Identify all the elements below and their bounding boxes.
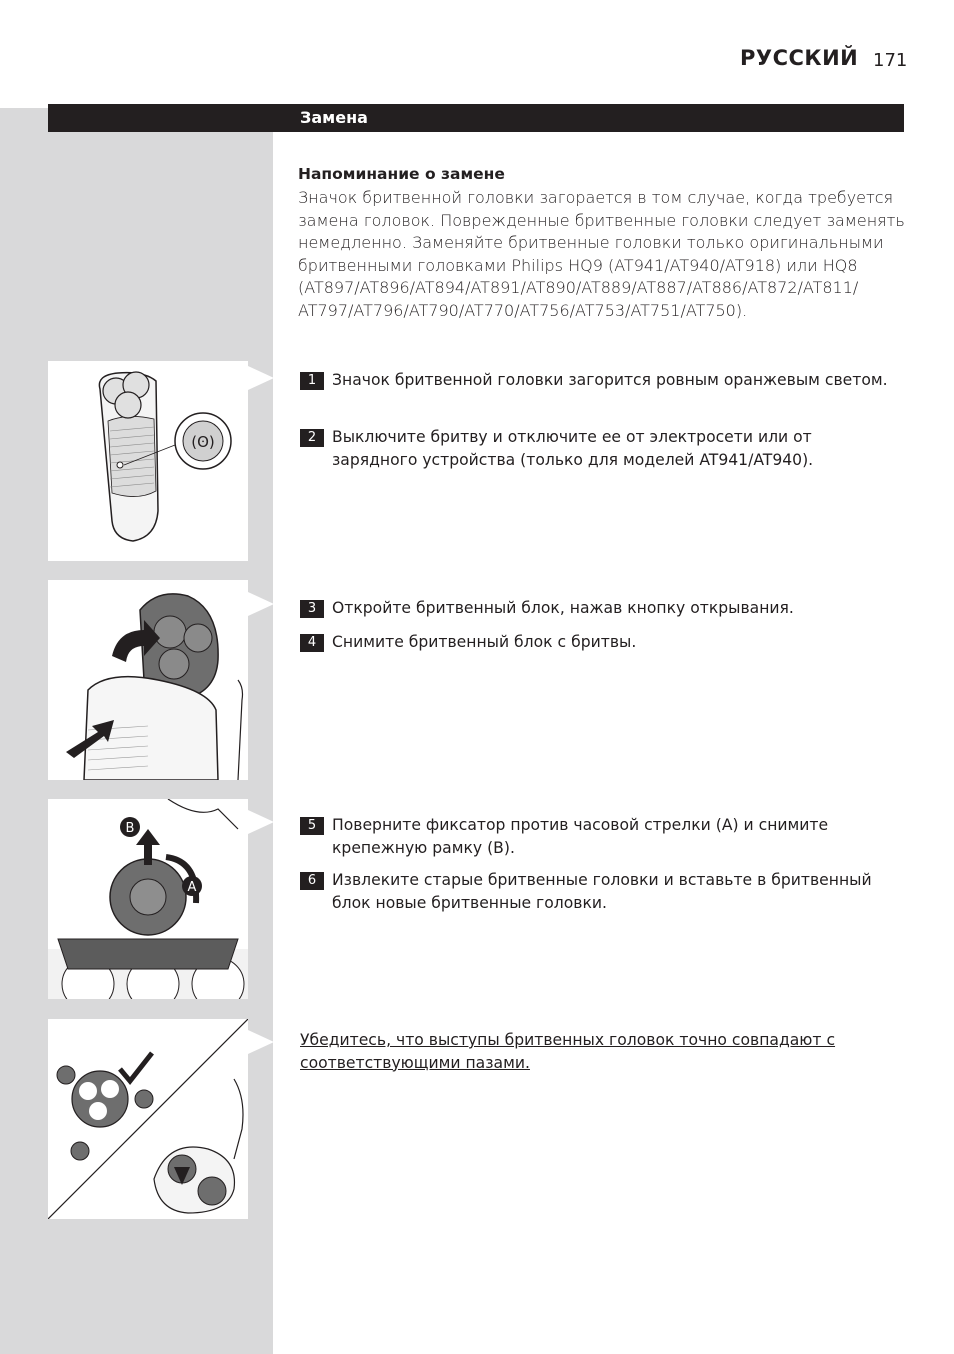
step-number: 2	[300, 429, 324, 447]
panel-pointer	[248, 366, 274, 390]
panel-pointer	[248, 592, 274, 616]
panel-pointer	[248, 810, 274, 834]
align-heads-illustration	[48, 1019, 248, 1219]
step-6	[300, 869, 890, 914]
step-number: 5	[300, 817, 324, 835]
step-number: 1	[300, 372, 324, 390]
language-heading: РУССКИЙ	[740, 46, 859, 70]
note-text: Убедитесь, что выступы бритвенных головок точно совпадают с соответствующими пазами.	[300, 1031, 836, 1072]
step-3	[300, 597, 890, 620]
open-unit-illustration	[48, 580, 248, 780]
step-1	[300, 369, 890, 392]
label-a: A	[187, 880, 197, 895]
panel-pointer	[248, 1030, 274, 1054]
step-text: Поверните фиксатор против часовой стрелки (A) и снимите крепежную рамку (B).	[332, 816, 829, 857]
step-number: 4	[300, 634, 324, 652]
section-title: Замена	[300, 108, 368, 127]
figure-retaining-frame	[48, 799, 248, 999]
figure-align-heads	[48, 1019, 248, 1219]
label-b: B	[125, 821, 135, 836]
figure-open-unit	[48, 580, 248, 780]
section-bar	[48, 104, 904, 132]
step-4	[300, 631, 890, 654]
retaining-frame-illustration	[48, 799, 248, 999]
step-5	[300, 814, 890, 859]
step-text: Извлеките старые бритвенные головки и вставьте в бритвенный блок новые бритвенные головки.	[332, 871, 872, 912]
step-number: 6	[300, 872, 324, 890]
shaver-illustration	[48, 361, 248, 561]
figure-shaver-icon	[48, 361, 248, 561]
reminder-body: Значок бритвенной головки загорается в том случае, когда требуется замена головок. Поврежденные бритвенные головки следует заменять немедленно. Заменяйте бритвенные головки только оригинальными бритвенными головками Philips HQ9 (AT941/AT940/AT918) или HQ8 (AT897/AT896/AT894/AT891/AT890/AT889/AT887/AT886/AT872/AT811/ AT797/AT796/AT790/AT770/AT756/AT753/AT751/AT750).	[298, 188, 905, 320]
alignment-note	[300, 1029, 880, 1074]
step-text: Выключите бритву и отключите ее от электросети или от зарядного устройства (только для моделей AT941/AT940).	[332, 428, 814, 469]
step-text: Снимите бритвенный блок с бритвы.	[332, 633, 637, 651]
step-number: 3	[300, 600, 324, 618]
reminder-title: Напоминание о замене	[298, 165, 505, 183]
step-text: Откройте бритвенный блок, нажав кнопку открывания.	[332, 599, 794, 617]
page-number: 171	[873, 50, 908, 71]
step-2	[300, 426, 890, 471]
svg-text:(ʘ): (ʘ)	[191, 433, 215, 451]
step-text: Значок бритвенной головки загорится ровным оранжевым светом.	[332, 371, 888, 389]
